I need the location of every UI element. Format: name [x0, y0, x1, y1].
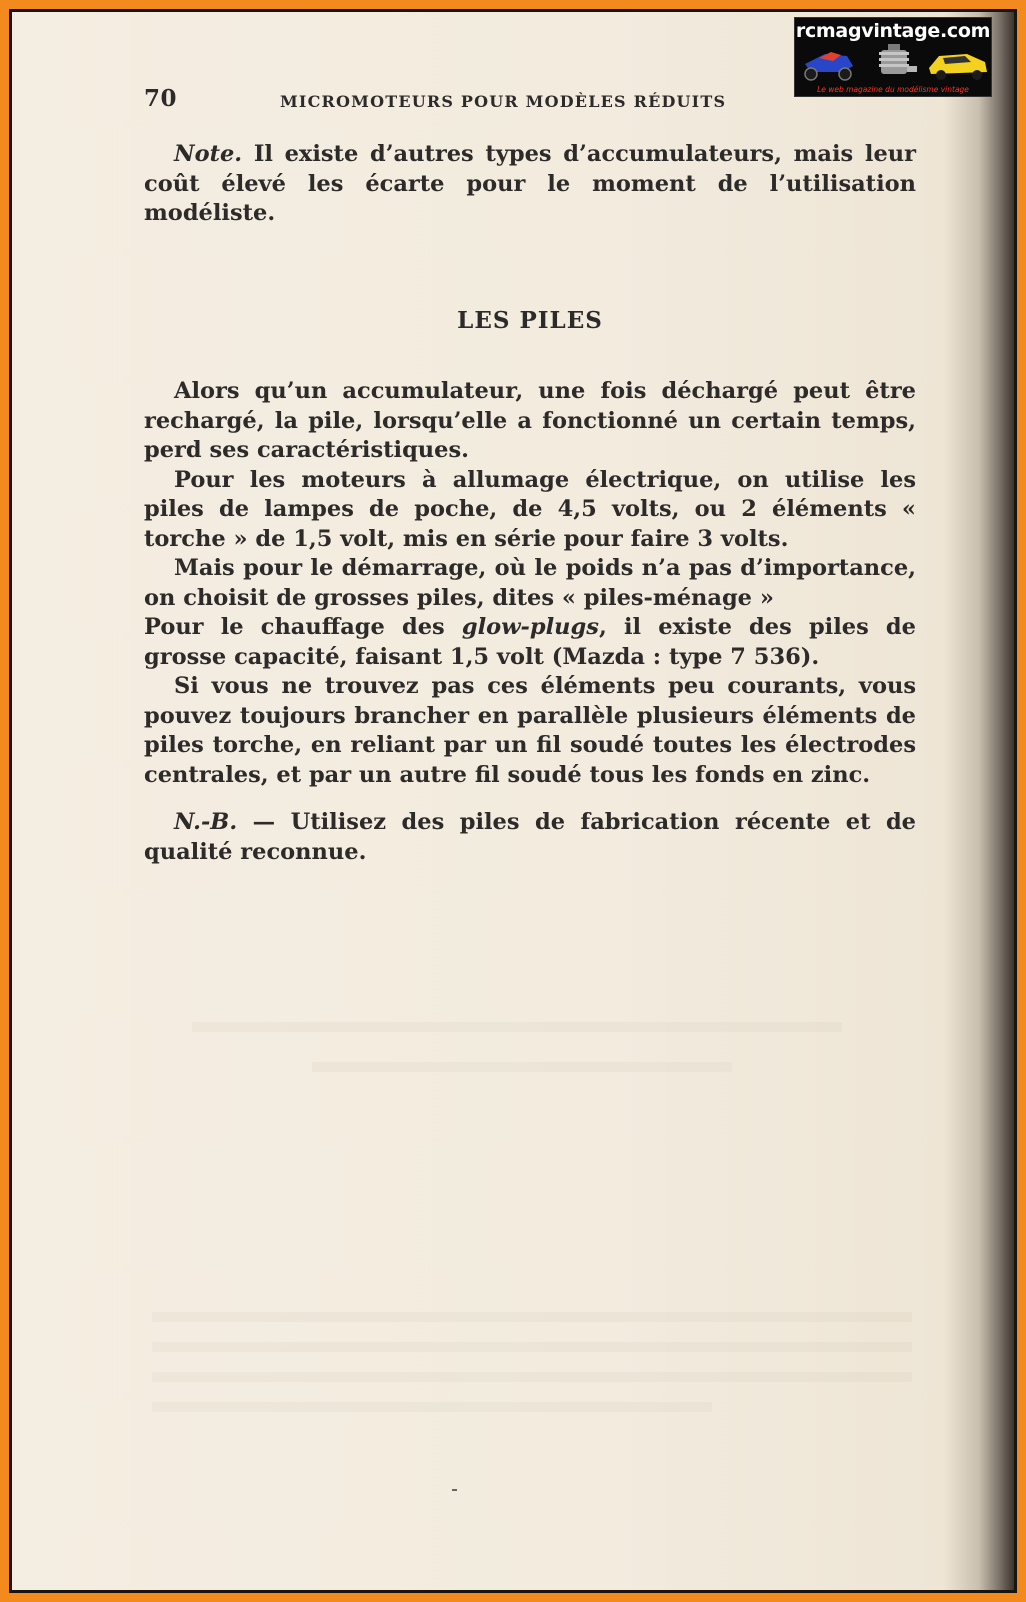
- running-head: MICROMOTEURS POUR MODÈLES RÉDUITS: [280, 92, 727, 111]
- footer-mark: [452, 1489, 457, 1491]
- site-logo[interactable]: [794, 17, 992, 97]
- show-through-mark: [312, 1062, 732, 1072]
- buggy-icon: [805, 52, 853, 80]
- nb-text: — Utilisez des piles de fabrication récente et de qualité reconnue.: [144, 809, 916, 865]
- logo-models-icon: [795, 42, 992, 86]
- nb-label: N.-B.: [174, 809, 238, 835]
- show-through-mark: [152, 1342, 912, 1352]
- engine-icon: [879, 44, 917, 74]
- show-through-mark: [152, 1402, 712, 1412]
- note-paragraph: [144, 140, 916, 229]
- paragraph-2: Pour les moteurs à allumage électrique, on utilise les piles de lampes de poche, de 4,5 volts, ou 2 éléments « torche » de 1,5 volt, mis en série pour faire 3 volts.: [144, 466, 916, 552]
- yellow-car-icon: [929, 54, 987, 80]
- show-through-mark: [192, 1022, 842, 1032]
- paragraph-glow-plugs: [144, 613, 916, 672]
- page-body: [144, 140, 916, 867]
- book-page: [9, 9, 1017, 1593]
- paragraph-3: Mais pour le démarrage, où le poids n’a pas d’importance, on choisit de grosses piles, dites « piles-ménage »: [144, 555, 916, 611]
- nb-paragraph: [144, 808, 916, 867]
- paragraph-5: Si vous ne trouvez pas ces éléments peu courants, vous pouvez toujours brancher en parallèle plusieurs éléments de piles torche, en reliant par un fil soudé toutes les électrodes centrales, et par un autre fil soudé tous les fonds en zinc.: [144, 673, 916, 788]
- logo-tagline: Le web magazine du modélisme vintage: [817, 85, 969, 94]
- section-heading: LES PILES: [457, 306, 603, 334]
- note-text: Il existe d’autres types d’accumulateurs, mais leur coût élevé les écarte pour le moment de l’utilisation modéliste.: [144, 141, 916, 226]
- note-label: Note.: [174, 141, 243, 167]
- glow-text-after: , il existe des piles de grosse capacité, faisant 1,5 volt (Mazda : type 7 536).: [144, 614, 916, 670]
- glow-text-before: Pour le chauffage des: [144, 614, 462, 640]
- glow-plugs-term: glow-plugs: [461, 614, 599, 640]
- paragraph-1: Alors qu’un accumulateur, une fois déchargé peut être rechargé, la pile, lorsqu’elle a fonctionné un certain temps, perd ses caractéristiques.: [144, 378, 916, 463]
- show-through-mark: [152, 1372, 912, 1382]
- show-through-mark: [152, 1312, 912, 1322]
- page-number: 70: [144, 85, 178, 112]
- logo-site-name: rcmagvintage.com: [795, 20, 991, 42]
